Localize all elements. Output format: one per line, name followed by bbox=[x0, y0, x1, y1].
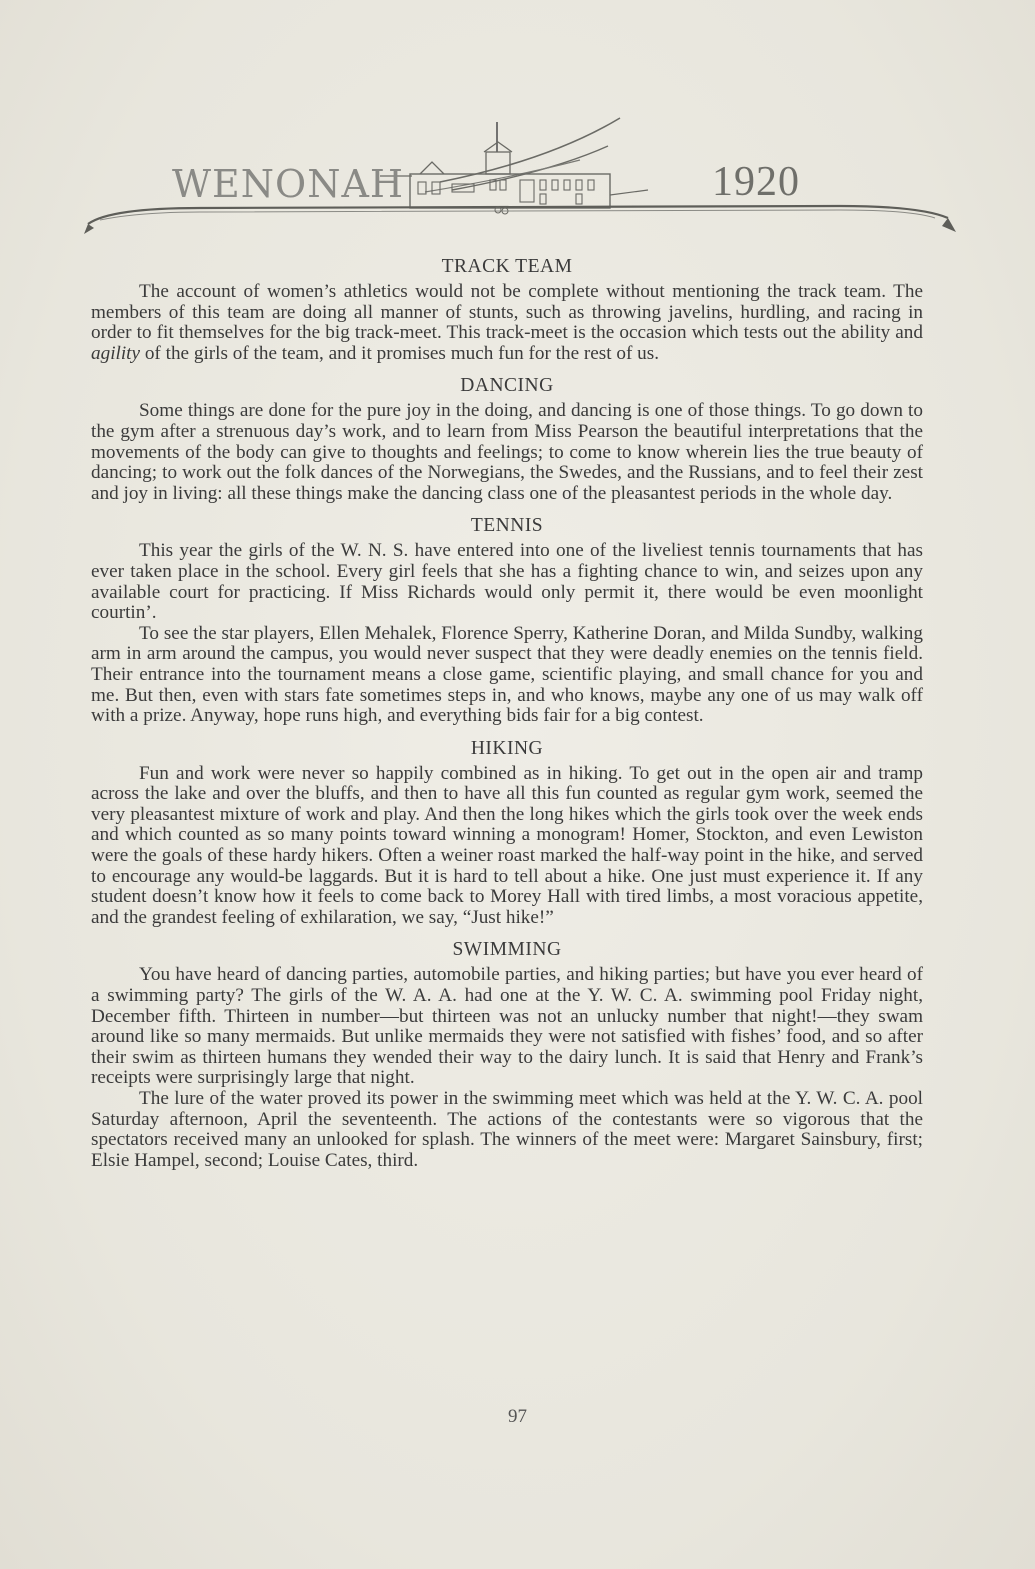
paragraph: The account of women’s athletics would not be complete without mentioning the track team. The members of this team are doing all manner of stunts, such as throwing javelins, hurdling, and racing in order to fit themselves for the big track-meet. This track-meet is the occasion which tests out the ability and agility of the girls of the team, and it promises much fun for the rest of us. bbox=[91, 281, 923, 364]
section-track-team bbox=[91, 257, 923, 364]
section-dancing bbox=[91, 376, 923, 504]
section-hiking bbox=[91, 739, 923, 929]
section-heading: DANCING bbox=[460, 375, 554, 397]
header-title-wenonah: WENONAH bbox=[172, 162, 405, 206]
page-header bbox=[80, 100, 960, 240]
paragraph: Some things are done for the pure joy in the doing, and dancing is one of those things. To go down to the gym after a strenuous day’s work, and to learn from Miss Pearson the beautiful interpretations that the movements of the body can give to thoughts and feelings; to come to know wherein lies the true beauty of dancing; to work out the folk dances of the Norwegians, the Swedes, and the Russians, and to feel their zest and joy in living: all these things make the dancing class one of the pleasantest periods in the whole day. bbox=[91, 400, 923, 504]
section-heading: HIKING bbox=[470, 737, 544, 759]
section-swimming bbox=[91, 940, 923, 1171]
header-year: 1920 bbox=[712, 159, 800, 205]
paragraph: Fun and work were never so happily combined as in hiking. To get out in the open air and tramp across the lake and over the bluffs, and then to have all this fun counted as regular gym work, seemed the very pleasantest mixture of work and play. And then the long hikes which the girls took over the week ends and which counted as so many points toward winning a monogram! Homer, Stockton, and even Lewiston were the goals of these hardy hikers. Often a weiner roast marked the half-way point in the hike, and served to encourage any would-be laggards. But it is hard to tell about a hike. One just must experience it. If any student doesn’t know how it feels to come back to Morey Hall with tired limbs, a most voracious appetite, and the grandest feeling of exhilaration, we say, “Just hike!” bbox=[91, 762, 923, 928]
section-heading: TRACK TEAM bbox=[441, 256, 573, 277]
page-number: 97 bbox=[508, 1406, 527, 1427]
paragraph: This year the girls of the W. N. S. have entered into one of the liveliest tennis tournaments that has ever taken place in the school. Every girl feels that she has a fighting chance to win, and seizes upon any available court for practicing. If Miss Richards would only permit it, there would be even moonlight courtin’. bbox=[91, 540, 923, 624]
paragraph: You have heard of dancing parties, automobile parties, and hiking parties; but have you ever heard of a swimming party? The girls of the W. A. A. had one at the Y. W. C. A. swimming pool Friday night, December fifth. Thirteen in number—but thirteen was not an unlucky number that night!—they swam around like so many mermaids. But unlike mermaids they were not satisfied with fishes’ food, and so after their swim as thirteen humans they wended their way to the dairy lunch. It is said that Henry and Frank’s receipts were surprisingly large that night. bbox=[91, 964, 923, 1089]
section-heading: SWIMMING bbox=[452, 939, 562, 961]
paragraph: The lure of the water proved its power in the swimming meet which was held at the Y. W. C. A. pool Saturday afternoon, April the seventeenth. The actions of the contestants were so vigorous that the spectators received many an unlooked for splash. The winners of the meet were: Margaret Sainsbury, first; Elsie Hampel, second; Louise Cates, third. bbox=[91, 1088, 923, 1171]
article-body bbox=[91, 257, 923, 1183]
section-heading: TENNIS bbox=[470, 515, 544, 537]
paragraph: To see the star players, Ellen Mehalek, Florence Sperry, Katherine Doran, and Milda Sundby, walking arm in arm around the campus, you would never suspect that they were deadly enemies on the tennis field. Their entrance into the tournament means a close game, scientific playing, and small chance for you and me. But then, even with stars fate sometimes steps in, and who knows, maybe any one of us may walk off with a prize. Anyway, hope runs high, and everything bids fair for a big contest. bbox=[91, 622, 923, 727]
section-tennis bbox=[91, 516, 923, 726]
